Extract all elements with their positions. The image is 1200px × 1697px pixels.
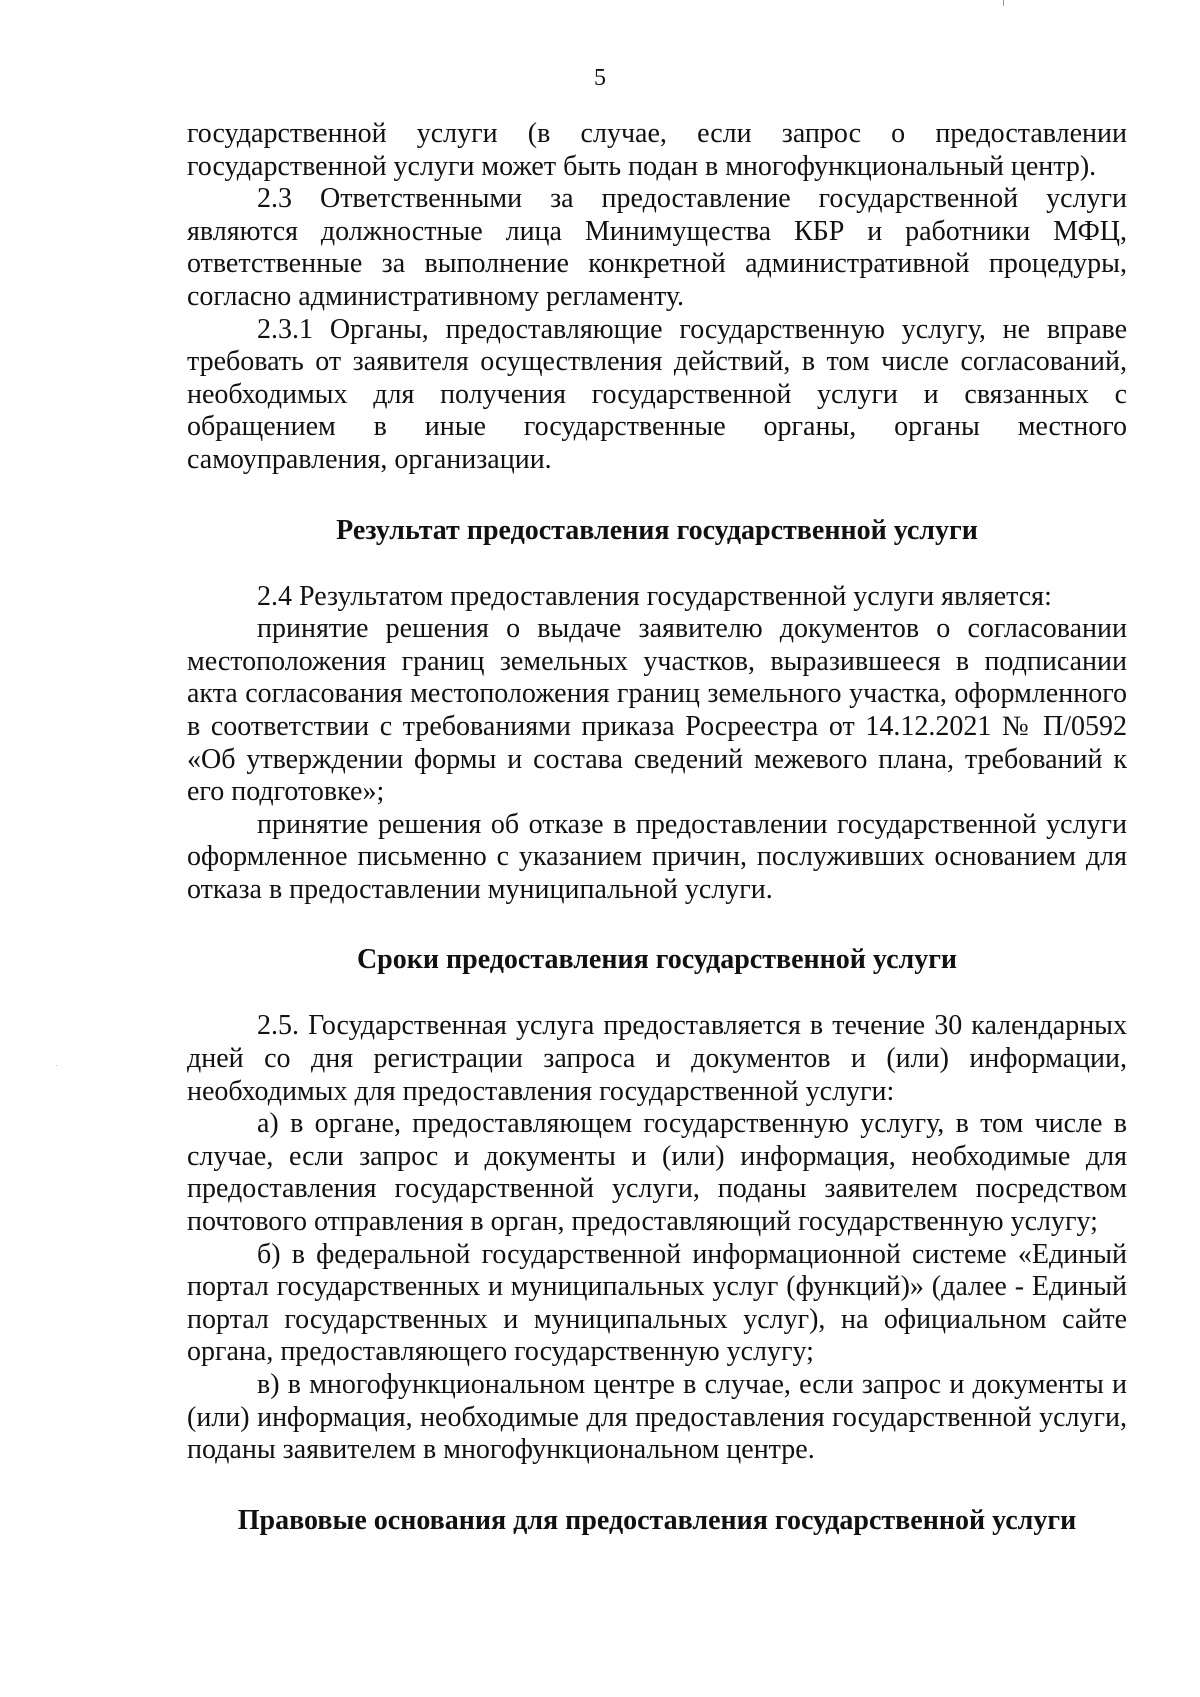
spacer <box>187 547 1127 581</box>
paragraph-2-3-1: 2.3.1 Органы, предоставляющие государственную услугу, не вправе требовать от заявителя осуществления действий, в том числе согласований, необходимых для получения государственной услуги и связанных с обращением в иные государственные органы, органы местного самоуправления, организации. <box>187 313 1127 475</box>
section-heading-legal: Правовые основания для предоставления государственной услуги <box>237 1504 1077 1536</box>
scan-artifact-dot <box>56 1065 57 1066</box>
paragraph-2-5: 2.5. Государственная услуга предоставляется в течение 30 календарных дней со дня регистрации запроса и документов и (или) информации, необходимых для предоставления государственной услуги: <box>187 1010 1127 1107</box>
document-body <box>187 118 1127 1537</box>
paragraph-item-a: а) в органе, предоставляющем государственную услугу, в том числе в случае, если запрос и документы и (или) информация, необходимые для предоставления государственной услуги, поданы заявителем посредством почтового отправления в орган, предоставляющий государственную услугу; <box>187 1108 1127 1238</box>
paragraph-2-3: 2.3 Ответственными за предоставление государственной услуги являются должностные лица Минимущества КБР и работники МФЦ, ответственные за выполнение конкретной административной процедуры, согласно административному регламенту. <box>187 183 1127 312</box>
paragraph-2-4: 2.4 Результатом предоставления государственной услуги является: <box>257 580 1052 612</box>
section-heading-result: Результат предоставления государственной услуги <box>336 514 978 546</box>
paragraph-result-refusal: принятие решения об отказе в предоставлении государственной услуги оформленное письменно с указанием причин, послуживших основанием для отказа в предоставлении муниципальной услуги. <box>187 808 1127 905</box>
paragraph-result-approval: принятие решения о выдаче заявителю документов о согласовании местоположения границ земельных участков, выразившееся в подписании акта согласования местоположения границ земельного участка, оформленного в соответствии с требованиями приказа Росреестра от 14.12.2021 № П/0592 «Об утверждении формы и состава сведений межевого плана, требований к его подготовке»; <box>187 613 1127 808</box>
paragraph-continuation: государственной услуги (в случае, если запрос о предоставлении государственной услуги может быть подан в многофункциональный центр). <box>187 118 1127 182</box>
scan-artifact-mark <box>1003 0 1004 6</box>
paragraph-item-b: б) в федеральной государственной информационной системе «Единый портал государственных и муниципальных услуг (функций)» (далее - Единый портал государственных и муниципальных услуг), на официальном сайте органа, предоставляющего государственную услугу; <box>187 1238 1127 1368</box>
spacer <box>187 477 1127 514</box>
page-number: 5 <box>594 65 606 91</box>
section-heading-terms: Сроки предоставления государственной услуги <box>356 944 958 976</box>
spacer <box>187 906 1127 943</box>
spacer <box>187 1467 1127 1504</box>
paragraph-item-c: в) в многофункциональном центре в случае, если запрос и документы и (или) информация, необходимые для предоставления государственной услуги, поданы заявителем в многофункциональном центре. <box>187 1369 1127 1466</box>
spacer <box>187 976 1127 1010</box>
